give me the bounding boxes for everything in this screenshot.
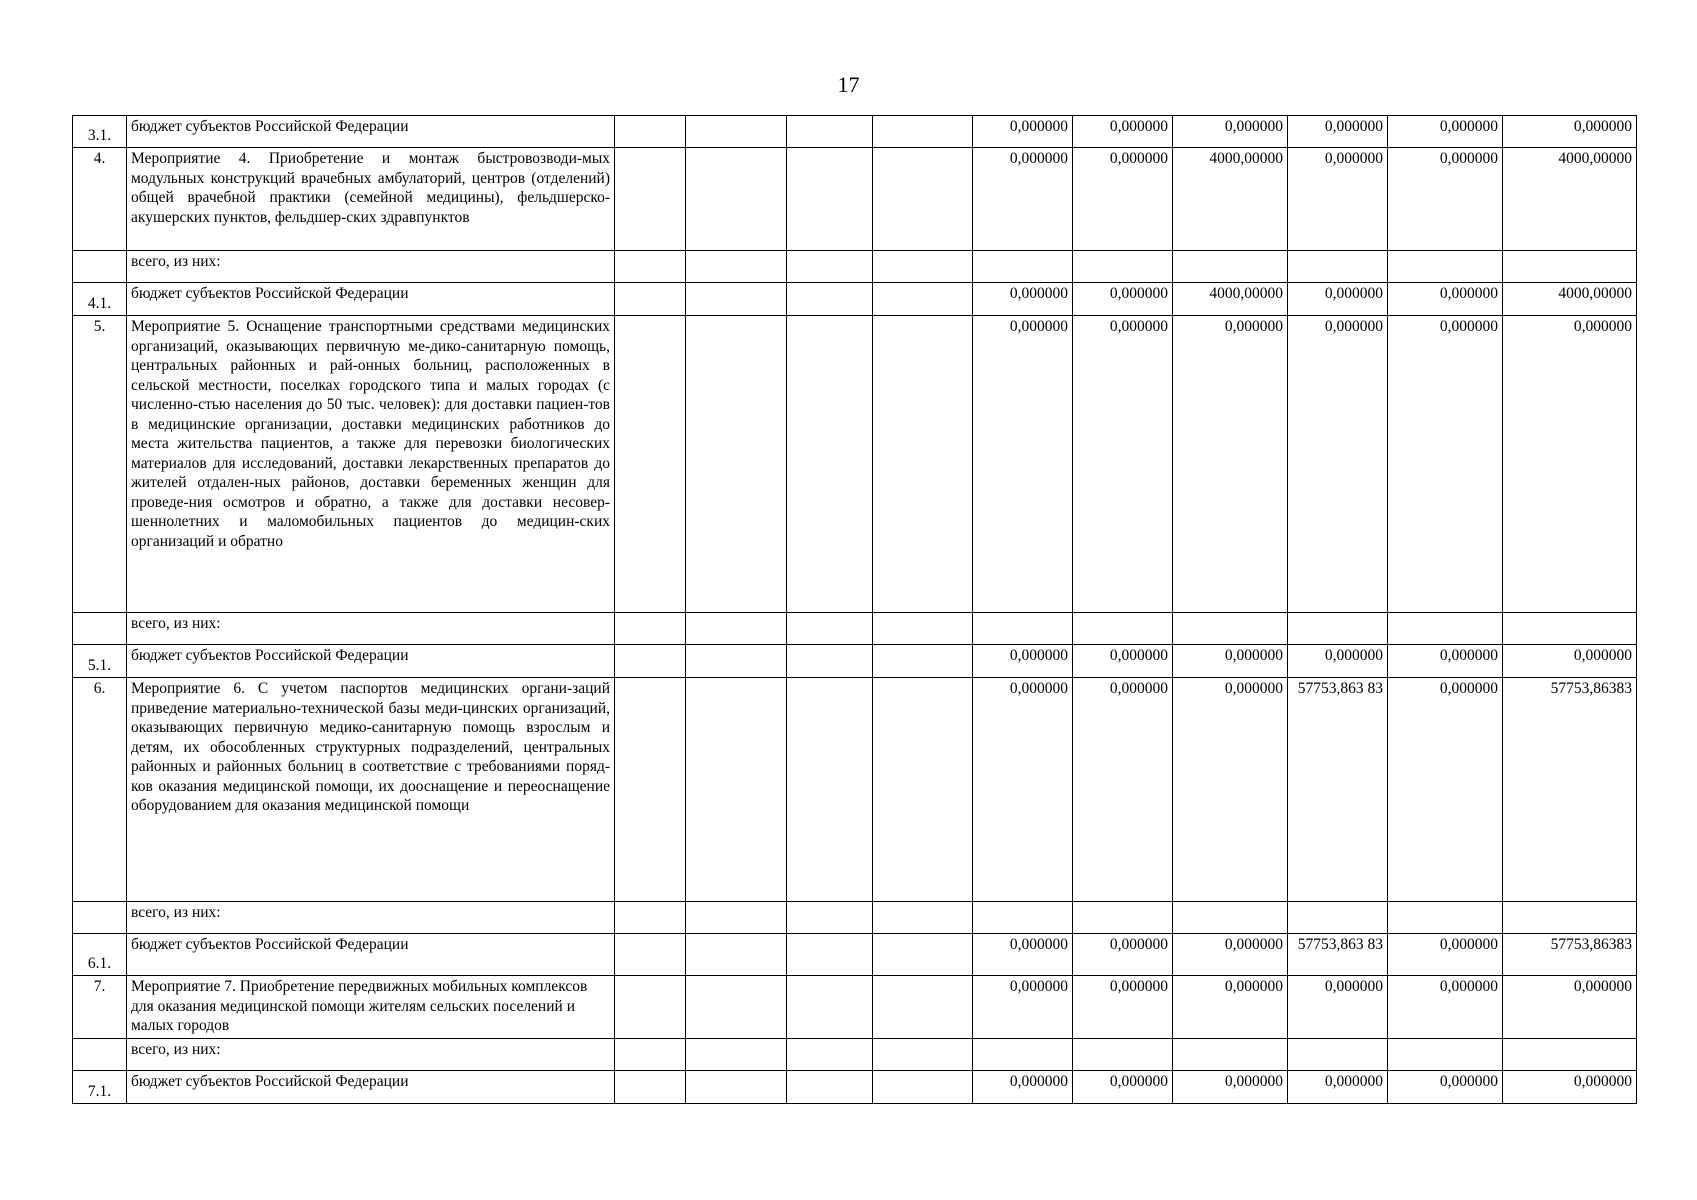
value-cell: 0,000000 bbox=[1073, 116, 1173, 148]
value-cell: 0,000000 bbox=[1288, 316, 1388, 613]
row-number bbox=[73, 251, 127, 283]
value-cell bbox=[1173, 902, 1288, 934]
value-cell bbox=[1173, 613, 1288, 645]
empty-cell bbox=[873, 283, 973, 316]
empty-cell bbox=[787, 283, 873, 316]
value-cell: 0,000000 bbox=[1503, 645, 1637, 678]
row-number: 3.1. bbox=[73, 116, 127, 148]
empty-cell bbox=[873, 1071, 973, 1104]
value-cell: 0,000000 bbox=[1173, 645, 1288, 678]
row-number bbox=[73, 613, 127, 645]
row-description: всего, из них: bbox=[127, 251, 615, 283]
empty-cell bbox=[615, 976, 686, 1039]
value-cell bbox=[973, 902, 1073, 934]
value-cell: 0,000000 bbox=[973, 283, 1073, 316]
empty-cell bbox=[787, 934, 873, 976]
empty-cell bbox=[787, 148, 873, 251]
row-description: бюджет субъектов Российской Федерации bbox=[127, 283, 615, 316]
value-cell bbox=[1073, 902, 1173, 934]
table-row bbox=[73, 1071, 1637, 1104]
table-row bbox=[73, 645, 1637, 678]
value-cell: 0,000000 bbox=[973, 316, 1073, 613]
table-row bbox=[73, 1039, 1637, 1071]
table-row bbox=[73, 283, 1637, 316]
value-cell: 0,000000 bbox=[1388, 116, 1503, 148]
value-cell: 0,000000 bbox=[1073, 1071, 1173, 1104]
value-cell: 0,000000 bbox=[973, 934, 1073, 976]
value-cell: 0,000000 bbox=[1073, 976, 1173, 1039]
empty-cell bbox=[615, 902, 686, 934]
value-cell: 0,000000 bbox=[1388, 316, 1503, 613]
empty-cell bbox=[873, 976, 973, 1039]
empty-cell bbox=[787, 678, 873, 902]
value-cell bbox=[973, 251, 1073, 283]
empty-cell bbox=[873, 678, 973, 902]
empty-cell bbox=[873, 116, 973, 148]
value-cell: 4000,00000 bbox=[1173, 148, 1288, 251]
row-number: 5.1. bbox=[73, 645, 127, 678]
empty-cell bbox=[787, 645, 873, 678]
table-row bbox=[73, 976, 1637, 1039]
table-row bbox=[73, 316, 1637, 613]
value-cell: 0,000000 bbox=[1073, 283, 1173, 316]
empty-cell bbox=[873, 1039, 973, 1071]
value-cell: 0,000000 bbox=[1288, 1071, 1388, 1104]
value-cell bbox=[1288, 613, 1388, 645]
value-cell: 0,000000 bbox=[1388, 645, 1503, 678]
row-number bbox=[73, 1039, 127, 1071]
empty-cell bbox=[615, 1071, 686, 1104]
value-cell: 57753,86383 bbox=[1503, 934, 1637, 976]
value-cell: 0,000000 bbox=[1073, 678, 1173, 902]
table-row bbox=[73, 148, 1637, 251]
value-cell: 0,000000 bbox=[973, 1071, 1073, 1104]
empty-cell bbox=[615, 116, 686, 148]
value-cell bbox=[1173, 251, 1288, 283]
value-cell bbox=[1388, 251, 1503, 283]
row-description: Мероприятие 5. Оснащение транспортными средствами медицинских организаций, оказывающих первичную ме-дико-санитарную помощь, центральных районных и рай-онных больниц, расположенных в сельской местности, поселках городского типа и малых городах (с численно-стью населения до 50 тыс. человек): для доставки пациен-тов в медицинские организации, доставки медицинских работников до места жительства пациентов, а также для перевозки биологических материалов для исследований, доставки лекарственных препаратов до жителей отдален-ных районов, доставки беременных женщин для проведе-ния осмотров и обратно, а также для доставки несовер-шеннолетних и маломобильных пациентов до медицин-ских организаций и обратно bbox=[127, 316, 615, 613]
value-cell: 0,000000 bbox=[1173, 116, 1288, 148]
row-number: 5. bbox=[73, 316, 127, 613]
value-cell: 57753,863 83 bbox=[1288, 934, 1388, 976]
value-cell: 57753,86383 bbox=[1503, 678, 1637, 902]
value-cell: 0,000000 bbox=[973, 678, 1073, 902]
value-cell bbox=[1288, 902, 1388, 934]
value-cell: 0,000000 bbox=[1288, 116, 1388, 148]
table-row bbox=[73, 613, 1637, 645]
empty-cell bbox=[615, 251, 686, 283]
empty-cell bbox=[873, 148, 973, 251]
table-body bbox=[73, 116, 1637, 1104]
empty-cell bbox=[873, 613, 973, 645]
empty-cell bbox=[686, 283, 787, 316]
value-cell: 0,000000 bbox=[1073, 148, 1173, 251]
row-number: 4. bbox=[73, 148, 127, 251]
empty-cell bbox=[615, 316, 686, 613]
empty-cell bbox=[787, 976, 873, 1039]
row-description: Мероприятие 7. Приобретение передвижных мобильных комплексов для оказания медицинской помощи жителям сельских поселений и малых городов bbox=[127, 976, 615, 1039]
empty-cell bbox=[873, 934, 973, 976]
row-description: Мероприятие 6. С учетом паспортов медицинских органи-заций приведение материально-технической базы меди-цинских организаций, оказывающих первичную медико-санитарную помощь взрослым и детям, их обособленных структурных подразделений, центральных районных и районных больниц в соответствие с требованиями поряд-ков оказания медицинской помощи, их дооснащение и переоснащение оборудованием для оказания медицинской помощи bbox=[127, 678, 615, 902]
table-row bbox=[73, 678, 1637, 902]
value-cell: 0,000000 bbox=[973, 116, 1073, 148]
value-cell bbox=[1388, 613, 1503, 645]
value-cell bbox=[1503, 1039, 1637, 1071]
empty-cell bbox=[615, 148, 686, 251]
row-description: Мероприятие 4. Приобретение и монтаж быстровозводи-мых модульных конструкций врачебных амбулаторий, центров (отделений) общей врачебной практики (семейной медицины), фельдшерско-акушерских пунктов, фельдшер-ских здравпунктов bbox=[127, 148, 615, 251]
value-cell: 0,000000 bbox=[1388, 1071, 1503, 1104]
empty-cell bbox=[873, 902, 973, 934]
value-cell: 0,000000 bbox=[1288, 148, 1388, 251]
row-number bbox=[73, 902, 127, 934]
value-cell: 57753,863 83 bbox=[1288, 678, 1388, 902]
value-cell: 0,000000 bbox=[1503, 316, 1637, 613]
empty-cell bbox=[787, 1071, 873, 1104]
table-row bbox=[73, 902, 1637, 934]
empty-cell bbox=[787, 902, 873, 934]
value-cell: 0,000000 bbox=[1173, 1071, 1288, 1104]
value-cell bbox=[1288, 251, 1388, 283]
empty-cell bbox=[686, 678, 787, 902]
value-cell bbox=[1503, 902, 1637, 934]
empty-cell bbox=[686, 613, 787, 645]
value-cell bbox=[1173, 1039, 1288, 1071]
empty-cell bbox=[686, 251, 787, 283]
row-number: 4.1. bbox=[73, 283, 127, 316]
empty-cell bbox=[615, 1039, 686, 1071]
page-number: 17 bbox=[837, 72, 860, 97]
empty-cell bbox=[787, 116, 873, 148]
empty-cell bbox=[787, 1039, 873, 1071]
empty-cell bbox=[615, 645, 686, 678]
empty-cell bbox=[615, 678, 686, 902]
value-cell: 0,000000 bbox=[1173, 976, 1288, 1039]
row-description: бюджет субъектов Российской Федерации bbox=[127, 645, 615, 678]
value-cell bbox=[1288, 1039, 1388, 1071]
row-number: 7. bbox=[73, 976, 127, 1039]
value-cell: 0,000000 bbox=[1388, 934, 1503, 976]
value-cell bbox=[973, 613, 1073, 645]
row-description: всего, из них: bbox=[127, 613, 615, 645]
value-cell bbox=[1073, 1039, 1173, 1071]
value-cell: 0,000000 bbox=[1288, 283, 1388, 316]
empty-cell bbox=[615, 934, 686, 976]
empty-cell bbox=[787, 613, 873, 645]
row-description: бюджет субъектов Российской Федерации bbox=[127, 116, 615, 148]
empty-cell bbox=[787, 316, 873, 613]
value-cell: 0,000000 bbox=[1503, 116, 1637, 148]
empty-cell bbox=[686, 1039, 787, 1071]
value-cell bbox=[973, 1039, 1073, 1071]
row-description: бюджет субъектов Российской Федерации bbox=[127, 1071, 615, 1104]
value-cell: 4000,00000 bbox=[1503, 283, 1637, 316]
empty-cell bbox=[615, 613, 686, 645]
value-cell: 0,000000 bbox=[1073, 645, 1173, 678]
value-cell bbox=[1503, 251, 1637, 283]
empty-cell bbox=[873, 645, 973, 678]
row-description: бюджет субъектов Российской Федерации bbox=[127, 934, 615, 976]
value-cell: 0,000000 bbox=[1288, 976, 1388, 1039]
empty-cell bbox=[686, 316, 787, 613]
value-cell: 0,000000 bbox=[973, 976, 1073, 1039]
table-row bbox=[73, 116, 1637, 148]
value-cell: 0,000000 bbox=[1073, 934, 1173, 976]
value-cell: 0,000000 bbox=[1173, 934, 1288, 976]
row-number: 6.1. bbox=[73, 934, 127, 976]
value-cell: 0,000000 bbox=[973, 645, 1073, 678]
value-cell: 0,000000 bbox=[1073, 316, 1173, 613]
value-cell bbox=[1503, 613, 1637, 645]
value-cell: 0,000000 bbox=[973, 148, 1073, 251]
value-cell bbox=[1388, 902, 1503, 934]
value-cell bbox=[1073, 251, 1173, 283]
table-row bbox=[73, 934, 1637, 976]
value-cell: 0,000000 bbox=[1388, 976, 1503, 1039]
empty-cell bbox=[686, 645, 787, 678]
value-cell: 0,000000 bbox=[1388, 148, 1503, 251]
value-cell: 4000,00000 bbox=[1503, 148, 1637, 251]
empty-cell bbox=[686, 902, 787, 934]
row-number: 6. bbox=[73, 678, 127, 902]
row-description: всего, из них: bbox=[127, 902, 615, 934]
budget-table bbox=[72, 115, 1637, 1104]
empty-cell bbox=[686, 116, 787, 148]
value-cell: 0,000000 bbox=[1503, 976, 1637, 1039]
empty-cell bbox=[686, 1071, 787, 1104]
empty-cell bbox=[686, 934, 787, 976]
empty-cell bbox=[615, 283, 686, 316]
value-cell: 0,000000 bbox=[1503, 1071, 1637, 1104]
empty-cell bbox=[686, 976, 787, 1039]
empty-cell bbox=[787, 251, 873, 283]
empty-cell bbox=[686, 148, 787, 251]
value-cell bbox=[1388, 1039, 1503, 1071]
table-row bbox=[73, 251, 1637, 283]
row-number: 7.1. bbox=[73, 1071, 127, 1104]
value-cell: 0,000000 bbox=[1173, 316, 1288, 613]
value-cell: 0,000000 bbox=[1288, 645, 1388, 678]
empty-cell bbox=[873, 316, 973, 613]
value-cell: 0,000000 bbox=[1388, 678, 1503, 902]
value-cell: 0,000000 bbox=[1173, 678, 1288, 902]
empty-cell bbox=[873, 251, 973, 283]
row-description: всего, из них: bbox=[127, 1039, 615, 1071]
value-cell: 0,000000 bbox=[1388, 283, 1503, 316]
value-cell: 4000,00000 bbox=[1173, 283, 1288, 316]
value-cell bbox=[1073, 613, 1173, 645]
